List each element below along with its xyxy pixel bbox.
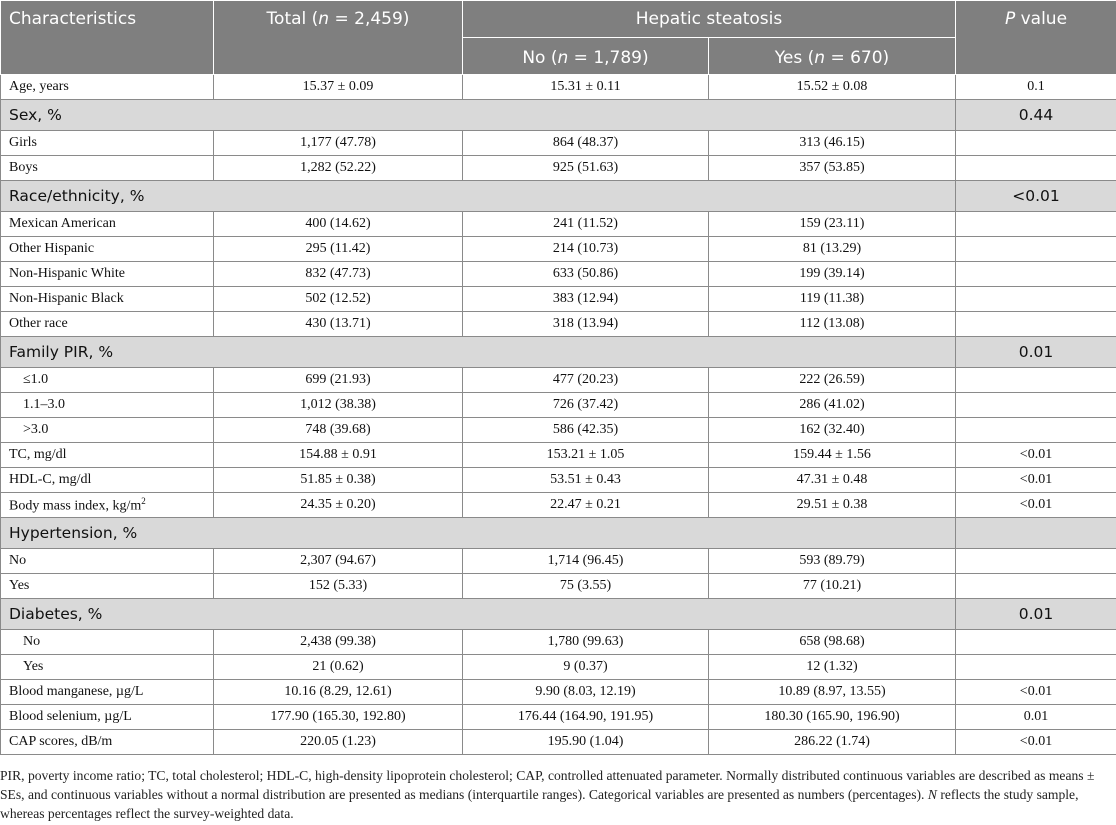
cell-yes: 162 (32.40) xyxy=(709,418,956,443)
row-label: >3.0 xyxy=(1,418,214,443)
cell-no: 241 (11.52) xyxy=(463,212,709,237)
cell-no: 153.21 ± 1.05 xyxy=(463,443,709,468)
section-p-value: 0.01 xyxy=(956,599,1116,630)
row-label: Age, years xyxy=(1,75,214,100)
row-label: No xyxy=(1,630,214,655)
row-label: CAP scores, dB/m xyxy=(1,730,214,755)
table-row xyxy=(1,468,1116,493)
cell-yes: 15.52 ± 0.08 xyxy=(709,75,956,100)
section-p-value: 0.44 xyxy=(956,100,1116,131)
table-body xyxy=(1,75,1116,755)
cell-p xyxy=(956,393,1116,418)
cell-yes: 159 (23.11) xyxy=(709,212,956,237)
row-label: ≤1.0 xyxy=(1,368,214,393)
cell-p xyxy=(956,131,1116,156)
cell-total: 220.05 (1.23) xyxy=(214,730,463,755)
section-p-value xyxy=(956,518,1116,549)
table-row xyxy=(1,262,1116,287)
cell-yes: 286.22 (1.74) xyxy=(709,730,956,755)
cell-total: 400 (14.62) xyxy=(214,212,463,237)
cell-p xyxy=(956,262,1116,287)
cell-total: 51.85 ± 0.38) xyxy=(214,468,463,493)
row-label: Other race xyxy=(1,312,214,337)
table-row xyxy=(1,443,1116,468)
cell-p xyxy=(956,212,1116,237)
cell-yes: 357 (53.85) xyxy=(709,156,956,181)
header-no: No (n = 1,789) xyxy=(463,38,709,75)
cell-no: 195.90 (1.04) xyxy=(463,730,709,755)
cell-total: 15.37 ± 0.09 xyxy=(214,75,463,100)
cell-total: 832 (47.73) xyxy=(214,262,463,287)
cell-yes: 12 (1.32) xyxy=(709,655,956,680)
table-row xyxy=(1,156,1116,181)
section-row xyxy=(1,100,1116,131)
cell-no: 864 (48.37) xyxy=(463,131,709,156)
header-yes: Yes (n = 670) xyxy=(709,38,956,75)
cell-p xyxy=(956,368,1116,393)
cell-yes: 199 (39.14) xyxy=(709,262,956,287)
cell-total: 1,012 (38.38) xyxy=(214,393,463,418)
table-row xyxy=(1,705,1116,730)
cell-yes: 180.30 (165.90, 196.90) xyxy=(709,705,956,730)
row-label: Mexican American xyxy=(1,212,214,237)
cell-p xyxy=(956,655,1116,680)
cell-yes: 658 (98.68) xyxy=(709,630,956,655)
table-footnote: PIR, poverty income ratio; TC, total cholesterol; HDL-C, high-density lipoprotein cholesterol; CAP, controlled attenuated parameter. Normally distributed continuous variables are described as means ± SEs, and continuous variables without a normal distribution are presented as medians (interquartile ranges). Categorical variables are presented as numbers (percentages). N reflects the study sample, whereas percentages reflect the survey-weighted data. xyxy=(0,768,1095,821)
cell-no: 9 (0.37) xyxy=(463,655,709,680)
table-row xyxy=(1,131,1116,156)
header-total: Total (n = 2,459) xyxy=(214,1,463,75)
cell-total: 1,177 (47.78) xyxy=(214,131,463,156)
section-label: Race/ethnicity, % xyxy=(1,181,956,212)
cell-no: 22.47 ± 0.21 xyxy=(463,493,709,518)
cell-no: 318 (13.94) xyxy=(463,312,709,337)
cell-yes: 112 (13.08) xyxy=(709,312,956,337)
row-label: No xyxy=(1,549,214,574)
cell-yes: 222 (26.59) xyxy=(709,368,956,393)
cell-yes: 313 (46.15) xyxy=(709,131,956,156)
cell-p xyxy=(956,237,1116,262)
cell-total: 430 (13.71) xyxy=(214,312,463,337)
cell-total: 21 (0.62) xyxy=(214,655,463,680)
section-row xyxy=(1,181,1116,212)
table-row xyxy=(1,549,1116,574)
cell-no: 214 (10.73) xyxy=(463,237,709,262)
cell-no: 925 (51.63) xyxy=(463,156,709,181)
table-row xyxy=(1,75,1116,100)
cell-p: <0.01 xyxy=(956,730,1116,755)
table-row xyxy=(1,212,1116,237)
cell-p xyxy=(956,574,1116,599)
section-row xyxy=(1,337,1116,368)
row-label: Body mass index, $kg/m^2$ xyxy=(1,493,214,518)
cell-total: 1,282 (52.22) xyxy=(214,156,463,181)
cell-total: 502 (12.52) xyxy=(214,287,463,312)
cell-total: 24.35 ± 0.20) xyxy=(214,493,463,518)
section-label: Sex, % xyxy=(1,100,956,131)
cell-total: 699 (21.93) xyxy=(214,368,463,393)
row-label: Boys xyxy=(1,156,214,181)
cell-no: 726 (37.42) xyxy=(463,393,709,418)
cell-p: 0.1 xyxy=(956,75,1116,100)
section-row xyxy=(1,599,1116,630)
cell-yes: 29.51 ± 0.38 xyxy=(709,493,956,518)
section-row xyxy=(1,518,1116,549)
table-row xyxy=(1,368,1116,393)
cell-total: 295 (11.42) xyxy=(214,237,463,262)
cell-total: 152 (5.33) xyxy=(214,574,463,599)
cell-yes: 81 (13.29) xyxy=(709,237,956,262)
table-row xyxy=(1,312,1116,337)
cell-no: 586 (42.35) xyxy=(463,418,709,443)
table-row xyxy=(1,393,1116,418)
cell-total: 2,307 (94.67) xyxy=(214,549,463,574)
cell-yes: 10.89 (8.97, 13.55) xyxy=(709,680,956,705)
table-row xyxy=(1,493,1116,518)
cell-p: <0.01 xyxy=(956,468,1116,493)
row-label: Other Hispanic xyxy=(1,237,214,262)
cell-p: <0.01 xyxy=(956,493,1116,518)
row-label: Non-Hispanic White xyxy=(1,262,214,287)
cell-yes: 77 (10.21) xyxy=(709,574,956,599)
row-label: Girls xyxy=(1,131,214,156)
cell-p xyxy=(956,156,1116,181)
cell-yes: 47.31 ± 0.48 xyxy=(709,468,956,493)
cell-no: 1,780 (99.63) xyxy=(463,630,709,655)
section-p-value: 0.01 xyxy=(956,337,1116,368)
cell-total: 748 (39.68) xyxy=(214,418,463,443)
table-row xyxy=(1,574,1116,599)
cell-total: 2,438 (99.38) xyxy=(214,630,463,655)
table-row xyxy=(1,630,1116,655)
section-p-value: <0.01 xyxy=(956,181,1116,212)
cell-p xyxy=(956,312,1116,337)
cell-p: 0.01 xyxy=(956,705,1116,730)
cell-p xyxy=(956,287,1116,312)
row-label: TC, mg/dl xyxy=(1,443,214,468)
cell-no: 53.51 ± 0.43 xyxy=(463,468,709,493)
header-characteristics: Characteristics xyxy=(1,1,214,75)
section-label: Family PIR, % xyxy=(1,337,956,368)
row-label: Blood selenium, µg/L xyxy=(1,705,214,730)
table-row xyxy=(1,237,1116,262)
section-label: Diabetes, % xyxy=(1,599,956,630)
table-row xyxy=(1,418,1116,443)
row-label: Yes xyxy=(1,574,214,599)
cell-total: 177.90 (165.30, 192.80) xyxy=(214,705,463,730)
cell-p xyxy=(956,549,1116,574)
table-row xyxy=(1,730,1116,755)
cell-no: 633 (50.86) xyxy=(463,262,709,287)
cell-no: 75 (3.55) xyxy=(463,574,709,599)
cell-p xyxy=(956,630,1116,655)
table-row xyxy=(1,655,1116,680)
cell-yes: 286 (41.02) xyxy=(709,393,956,418)
row-label: Non-Hispanic Black xyxy=(1,287,214,312)
cell-total: 154.88 ± 0.91 xyxy=(214,443,463,468)
cell-yes: 119 (11.38) xyxy=(709,287,956,312)
table-row xyxy=(1,287,1116,312)
header-hepatic-steatosis: Hepatic steatosis xyxy=(463,1,956,38)
cell-p: <0.01 xyxy=(956,443,1116,468)
row-label: 1.1–3.0 xyxy=(1,393,214,418)
cell-total: 10.16 (8.29, 12.61) xyxy=(214,680,463,705)
cell-no: 1,714 (96.45) xyxy=(463,549,709,574)
row-label: HDL-C, mg/dl xyxy=(1,468,214,493)
header-p-value: P value xyxy=(956,1,1116,75)
row-label: Yes xyxy=(1,655,214,680)
cell-no: 477 (20.23) xyxy=(463,368,709,393)
cell-yes: 593 (89.79) xyxy=(709,549,956,574)
cell-no: 383 (12.94) xyxy=(463,287,709,312)
section-label: Hypertension, % xyxy=(1,518,956,549)
cell-no: 9.90 (8.03, 12.19) xyxy=(463,680,709,705)
cell-p: <0.01 xyxy=(956,680,1116,705)
cell-no: 15.31 ± 0.11 xyxy=(463,75,709,100)
table-row xyxy=(1,680,1116,705)
row-label: Blood manganese, µg/L xyxy=(1,680,214,705)
cell-yes: 159.44 ± 1.56 xyxy=(709,443,956,468)
cell-no: 176.44 (164.90, 191.95) xyxy=(463,705,709,730)
cell-p xyxy=(956,418,1116,443)
